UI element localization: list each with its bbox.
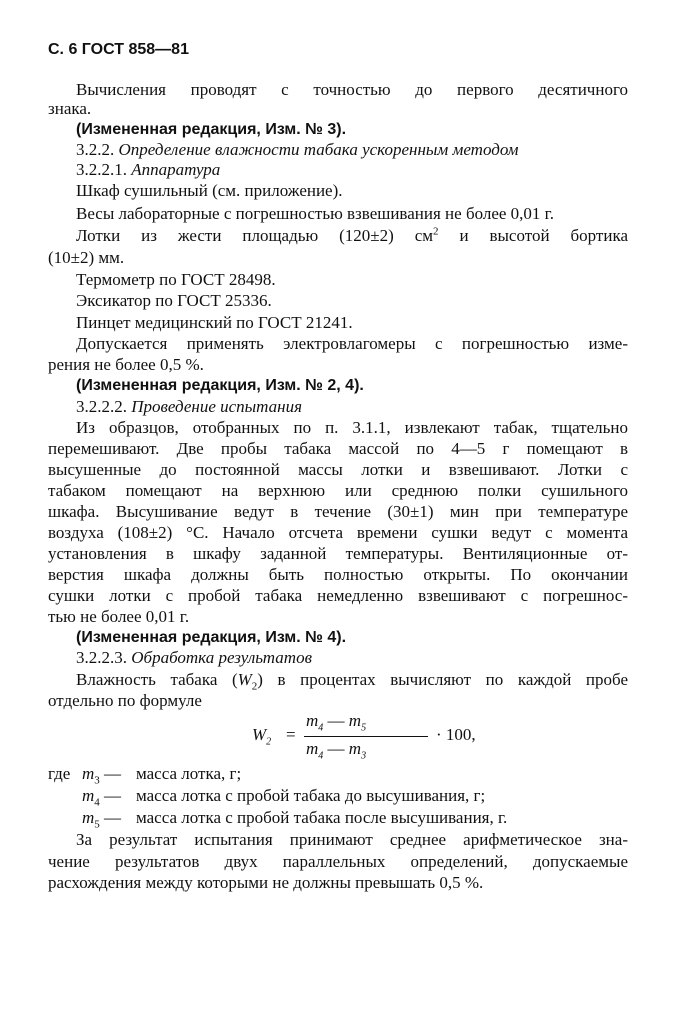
paragraph-line: высушенные до постоянной массы лотки и взвешивают. Лотки с — [48, 460, 628, 479]
paragraph-line: Весы лабораторные с погрешностью взвешивания не более 0,01 г. — [76, 204, 554, 223]
equals-sign: = — [286, 725, 296, 744]
paragraph-line: Из образцов, отобранных по п. 3.1.1, извлекают табак, тщательно — [76, 418, 628, 437]
subscript: 5 — [94, 818, 100, 831]
fraction-bar — [304, 736, 428, 737]
paragraph-line: За результат испытания принимают среднее арифметическое зна- — [76, 830, 628, 849]
page-header: С. 6 ГОСТ 858—81 — [48, 41, 189, 58]
paragraph-line: чение результатов двух параллельных определений, допускаемые — [48, 852, 628, 871]
legend-text: масса лотка с пробой табака после высушивания, г. — [136, 808, 508, 827]
legend-prefix: где — [48, 764, 71, 783]
text-run: ) в процентах вычисляют по каждой пробе — [257, 670, 629, 689]
text-run: Лотки из жести площадью (120±2) см — [76, 226, 434, 245]
math-variable: m — [306, 739, 319, 758]
legend-text: масса лотка с пробой табака до высушивания, г; — [136, 786, 486, 805]
subscript: 3 — [361, 750, 367, 762]
math-variable: W — [252, 725, 267, 744]
section-heading — [76, 397, 302, 417]
section-number: 3.2.2.1. — [76, 160, 127, 179]
paragraph-line: расхождения между которыми не должны превышать 0,5 %. — [48, 873, 484, 892]
superscript: 2 — [433, 225, 439, 238]
amendment-note: (Измененная редакция, Изм. № 3). — [76, 121, 347, 138]
math-variable: m — [82, 786, 95, 805]
amendment-note: (Измененная редакция, Изм. № 4). — [76, 629, 347, 646]
paragraph-line: знака. — [48, 99, 92, 118]
math-variable: m — [306, 711, 319, 730]
legend-variable — [82, 764, 122, 787]
legend-variable — [82, 808, 122, 831]
paragraph-line: сушки лотки с пробой табака немедленно взвешивают с погрешнос- — [48, 586, 628, 605]
paragraph-line: рения не более 0,5 %. — [48, 355, 204, 374]
section-title: Проведение испытания — [131, 397, 302, 416]
subscript: 4 — [94, 796, 100, 809]
paragraph-line: табаком помещают на верхнюю или среднюю полки сушильного — [48, 481, 628, 500]
paragraph-line: (10±2) мм. — [48, 248, 125, 267]
paragraph-line: шкафа. Высушивание ведут в течение (30±1) мин при температуре — [48, 502, 628, 521]
paragraph-line: воздуха (108±2) °С. Начало отсчета времени сушки ведут с момента — [48, 523, 628, 542]
formula-denominator — [306, 739, 367, 762]
paragraph-line: Эксикатор по ГОСТ 25336. — [76, 291, 272, 310]
section-heading — [76, 140, 519, 160]
paragraph-line: перемешивают. Две пробы табака массой по 4—5 г помещают в — [48, 439, 628, 458]
subscript: 4 — [318, 750, 324, 762]
math-operator: — — [323, 739, 349, 758]
subscript: 2 — [266, 736, 272, 748]
legend-variable — [82, 786, 122, 809]
math-variable: m — [82, 808, 95, 827]
text-run: Влажность табака ( — [76, 670, 238, 689]
subscript: 2 — [251, 680, 258, 693]
subscript: 3 — [94, 774, 100, 787]
paragraph-line: Вычисления проводят с точностью до первого десятичного — [76, 80, 628, 99]
math-variable: m — [82, 764, 95, 783]
section-title: Обработка результатов — [131, 648, 312, 667]
text-run: и высотой бортика — [438, 226, 628, 245]
amendment-note: (Измененная редакция, Изм. № 2, 4). — [76, 377, 364, 394]
paragraph-line — [76, 670, 629, 693]
math-variable: m — [348, 711, 362, 730]
paragraph-line: Пинцет медицинский по ГОСТ 21241. — [76, 313, 353, 332]
formula-numerator — [306, 711, 367, 734]
section-number: 3.2.2. — [76, 140, 115, 159]
paragraph-line: отдельно по формуле — [48, 691, 202, 710]
math-variable: W — [237, 670, 252, 689]
legend-dash: — — [104, 786, 122, 805]
legend-dash: — — [104, 808, 122, 827]
paragraph-line: Допускается применять электровлагомеры с погрешностью изме- — [76, 334, 628, 353]
section-title: Определение влажности табака ускоренным методом — [118, 140, 519, 159]
section-number: 3.2.2.3. — [76, 648, 127, 667]
formula-lhs — [252, 725, 272, 748]
paragraph-line: тью не более 0,01 г. — [48, 607, 190, 626]
section-heading — [76, 648, 312, 668]
paragraph-line: Термометр по ГОСТ 28498. — [76, 270, 276, 289]
section-title: Аппаратура — [131, 160, 221, 179]
math-operator: — — [323, 711, 349, 730]
legend-dash: — — [104, 764, 122, 783]
subscript: 4 — [318, 722, 324, 734]
math-variable: m — [348, 739, 362, 758]
formula-multiplier: · 100, — [436, 725, 476, 744]
subscript: 5 — [361, 722, 367, 734]
paragraph-line: установления в шкафу заданной температуры. Вентиляционные от- — [48, 544, 628, 563]
section-number: 3.2.2.2. — [76, 397, 127, 416]
legend-text: масса лотка, г; — [136, 764, 242, 783]
paragraph-line: Шкаф сушильный (см. приложение). — [76, 181, 343, 200]
paragraph-line: верстия шкафа должны быть полностью открыты. По окончании — [48, 565, 628, 584]
paragraph-line — [76, 226, 628, 246]
section-heading — [76, 160, 220, 180]
